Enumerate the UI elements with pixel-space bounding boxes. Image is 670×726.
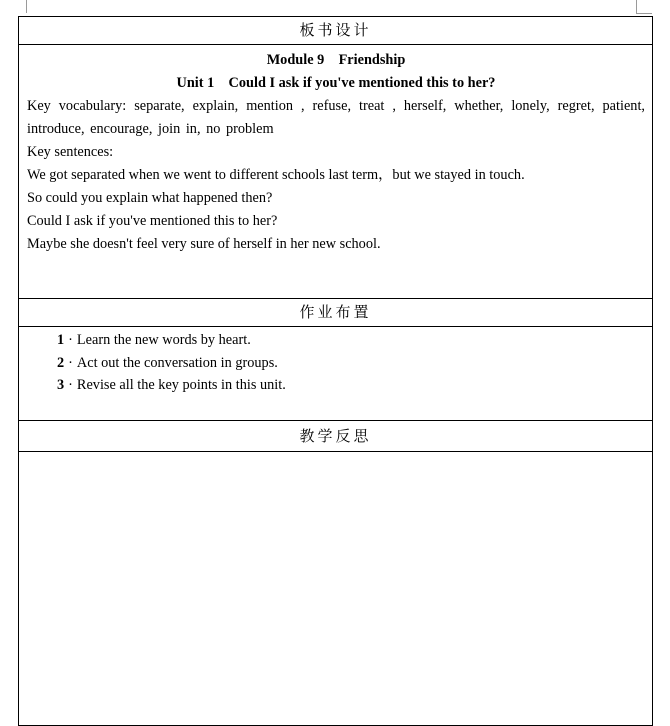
board-design-content [19,45,653,299]
homework-item [57,329,645,352]
module-title: Module 9 Friendship [266,52,406,68]
homework-item-number: 3 [57,377,65,393]
key-sentences-label: Key sentences: [27,144,114,160]
homework-item-separator: · [68,332,73,348]
homework-item-text: Learn the new words by heart. [76,332,251,348]
homework-list [19,327,653,421]
page-corner-mark-right [636,0,637,13]
key-sentence: So could you explain what happened then? [27,190,273,206]
homework-item-number: 2 [57,354,65,371]
page-corner-mark-left [26,0,27,13]
key-sentence: We got separated when we went to different schools last term，but we stayed in touch. [27,167,525,183]
homework-item-number: 1 [57,332,65,348]
key-sentence: Maybe she doesn't feel very sure of herself in her new school. [27,236,381,252]
teaching-reflection-header: 教学反思 [19,421,653,452]
key-sentence: Could I ask if you've mentioned this to her? [27,213,278,229]
homework-item-separator: · [68,354,73,371]
homework-item-separator: · [68,377,73,393]
teaching-reflection-area [19,452,653,726]
homework-item-text: Revise all the key points in this unit. [76,377,286,393]
homework-item-text: Act out the conversation in groups. [76,354,278,371]
homework-header: 作业布置 [19,299,653,327]
key-vocabulary: Key vocabulary: separate, explain, mention , refuse, treat , herself, whether, lonely, regret, patient, introduce, encourage, join in, no problem [27,98,645,137]
unit-title: Unit 1 Could I ask if you've mentioned this to her? [176,75,496,91]
homework-item [57,374,645,397]
page-corner-mark-right-h [636,13,652,14]
lesson-plan-table [18,16,653,726]
board-design-header: 板书设计 [19,17,653,45]
homework-item [57,352,645,375]
